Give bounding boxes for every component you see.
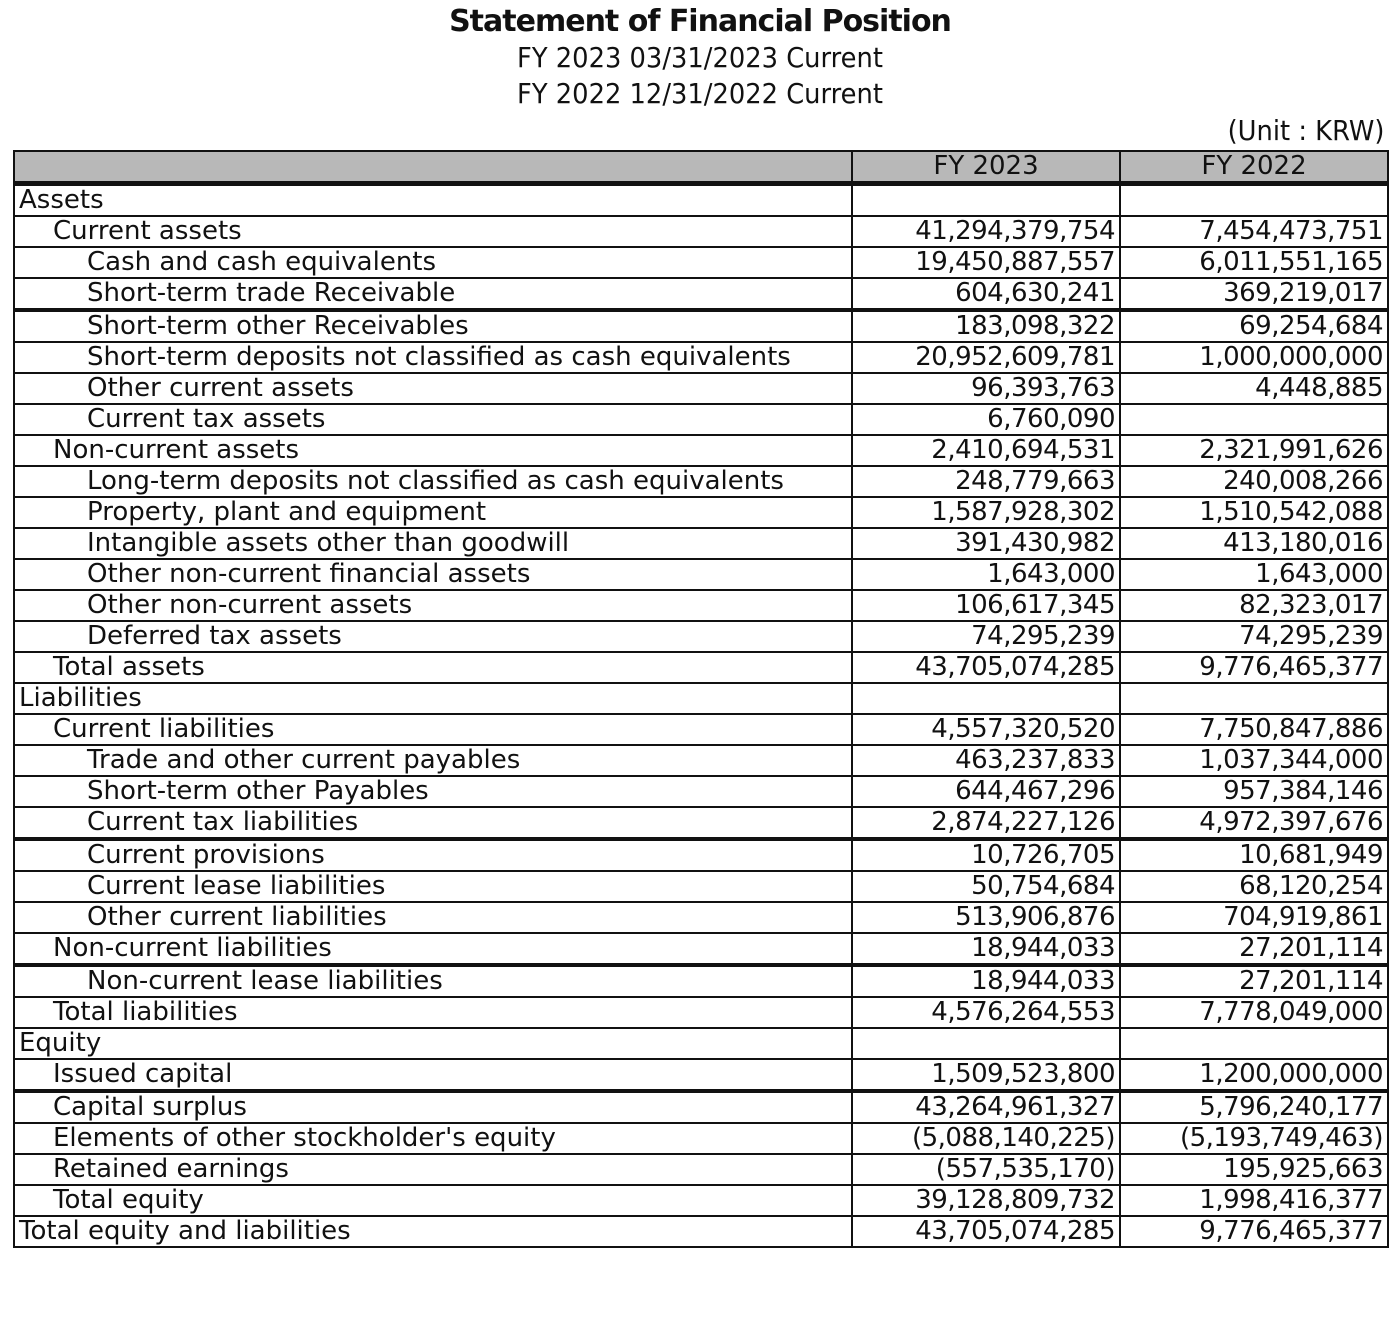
- fy2022-value: 82,323,017: [1120, 590, 1388, 621]
- fy2023-value: 10,726,705: [852, 839, 1120, 871]
- line-item-label: Current liabilities: [14, 714, 852, 745]
- table-row: [14, 373, 1388, 404]
- fy2022-value: 240,008,266: [1120, 466, 1388, 497]
- table-row: [14, 683, 1388, 714]
- table-row: [14, 1154, 1388, 1185]
- fy2023-value: 1,643,000: [852, 559, 1120, 590]
- line-item-label: Long-term deposits not classified as cash equivalents: [14, 466, 852, 497]
- table-header-row: [14, 151, 1388, 184]
- fy2023-value: 4,557,320,520: [852, 714, 1120, 745]
- line-item-label: Property, plant and equipment: [14, 497, 852, 528]
- fy2022-value: 2,321,991,626: [1120, 435, 1388, 466]
- line-item-label: Total assets: [14, 652, 852, 683]
- line-item-label: Deferred tax assets: [14, 621, 852, 652]
- fy2022-value: [1120, 1028, 1388, 1059]
- fy2023-value: (557,535,170): [852, 1154, 1120, 1185]
- fy2023-value: 463,237,833: [852, 745, 1120, 776]
- table-row: [14, 871, 1388, 902]
- fy2022-value: 369,219,017: [1120, 278, 1388, 310]
- fy2022-value: 1,643,000: [1120, 559, 1388, 590]
- line-item-label: Non-current lease liabilities: [14, 965, 852, 997]
- table-body: [14, 184, 1388, 1248]
- fy2023-value: 20,952,609,781: [852, 342, 1120, 373]
- fy2023-value: 50,754,684: [852, 871, 1120, 902]
- line-item-label: Other non-current assets: [14, 590, 852, 621]
- fy2023-value: [852, 1028, 1120, 1059]
- period-line-fy2022: FY 2022 12/31/2022 Current: [517, 77, 883, 110]
- table-row: [14, 621, 1388, 652]
- fy2022-value: 195,925,663: [1120, 1154, 1388, 1185]
- table-row: [14, 839, 1388, 871]
- fy2023-value: 644,467,296: [852, 776, 1120, 807]
- fy2022-value: 7,750,847,886: [1120, 714, 1388, 745]
- fy2023-value: 43,705,074,285: [852, 652, 1120, 683]
- line-item-label: Current lease liabilities: [14, 871, 852, 902]
- line-item-label: Current tax assets: [14, 404, 852, 435]
- period-line-fy2023: FY 2023 03/31/2023 Current: [517, 41, 883, 74]
- fy2022-value: 957,384,146: [1120, 776, 1388, 807]
- fy2023-value: 18,944,033: [852, 933, 1120, 965]
- fy2023-value: 74,295,239: [852, 621, 1120, 652]
- line-item-label: Non-current assets: [14, 435, 852, 466]
- line-item-label: Total liabilities: [14, 997, 852, 1028]
- fy2022-value: 4,448,885: [1120, 373, 1388, 404]
- fy2023-value: 183,098,322: [852, 310, 1120, 342]
- financial-position-table: [13, 150, 1389, 1248]
- line-item-label: Assets: [14, 184, 852, 217]
- line-item-label: Short-term other Payables: [14, 776, 852, 807]
- table-row: [14, 714, 1388, 745]
- column-header-fy2022: FY 2022: [1120, 151, 1388, 184]
- line-item-label: Current provisions: [14, 839, 852, 871]
- table-row: [14, 902, 1388, 933]
- table-row: [14, 247, 1388, 278]
- line-item-label: Short-term deposits not classified as cash equivalents: [14, 342, 852, 373]
- fy2022-value: 4,972,397,676: [1120, 807, 1388, 839]
- fy2023-value: 248,779,663: [852, 466, 1120, 497]
- line-item-label: Other current liabilities: [14, 902, 852, 933]
- table-row: [14, 559, 1388, 590]
- fy2022-value: [1120, 184, 1388, 217]
- line-item-label: Trade and other current payables: [14, 745, 852, 776]
- fy2022-value: 1,998,416,377: [1120, 1185, 1388, 1216]
- table-row: [14, 1216, 1388, 1247]
- line-item-label: Other non-current financial assets: [14, 559, 852, 590]
- table-row: [14, 184, 1388, 217]
- table-row: [14, 466, 1388, 497]
- fy2022-value: 413,180,016: [1120, 528, 1388, 559]
- fy2023-value: 2,874,227,126: [852, 807, 1120, 839]
- table-row: [14, 497, 1388, 528]
- line-item-label: Current assets: [14, 216, 852, 247]
- line-item-label: Current tax liabilities: [14, 807, 852, 839]
- line-item-label: Short-term trade Receivable: [14, 278, 852, 310]
- fy2023-value: 391,430,982: [852, 528, 1120, 559]
- fy2023-value: 19,450,887,557: [852, 247, 1120, 278]
- fy2022-value: 704,919,861: [1120, 902, 1388, 933]
- line-item-label: Equity: [14, 1028, 852, 1059]
- fy2022-value: 9,776,465,377: [1120, 652, 1388, 683]
- table-row: [14, 997, 1388, 1028]
- table-row: [14, 435, 1388, 466]
- fy2022-value: 27,201,114: [1120, 965, 1388, 997]
- fy2022-value: 6,011,551,165: [1120, 247, 1388, 278]
- fy2023-value: (5,088,140,225): [852, 1123, 1120, 1154]
- fy2022-value: 7,778,049,000: [1120, 997, 1388, 1028]
- table-row: [14, 342, 1388, 373]
- fy2023-value: 604,630,241: [852, 278, 1120, 310]
- line-item-label: Liabilities: [14, 683, 852, 714]
- fy2022-value: 68,120,254: [1120, 871, 1388, 902]
- line-item-label: Retained earnings: [14, 1154, 852, 1185]
- fy2023-value: 106,617,345: [852, 590, 1120, 621]
- fy2022-value: [1120, 404, 1388, 435]
- fy2022-value: 74,295,239: [1120, 621, 1388, 652]
- line-item-label: Cash and cash equivalents: [14, 247, 852, 278]
- fy2022-value: 5,796,240,177: [1120, 1091, 1388, 1123]
- fy2022-value: 1,200,000,000: [1120, 1059, 1388, 1091]
- fy2022-value: 69,254,684: [1120, 310, 1388, 342]
- fy2023-value: 96,393,763: [852, 373, 1120, 404]
- fy2023-value: 43,705,074,285: [852, 1216, 1120, 1247]
- line-item-label: Issued capital: [14, 1059, 852, 1091]
- line-item-label: Elements of other stockholder's equity: [14, 1123, 852, 1154]
- fy2023-value: [852, 683, 1120, 714]
- unit-label: (Unit : KRW): [1227, 114, 1384, 147]
- fy2022-value: 27,201,114: [1120, 933, 1388, 965]
- line-item-label: Short-term other Receivables: [14, 310, 852, 342]
- fy2023-value: 43,264,961,327: [852, 1091, 1120, 1123]
- table-row: [14, 1123, 1388, 1154]
- table-row: [14, 965, 1388, 997]
- line-item-label: Non-current liabilities: [14, 933, 852, 965]
- table-row: [14, 310, 1388, 342]
- table-row: [14, 652, 1388, 683]
- table-row: [14, 807, 1388, 839]
- header-label-cell: [14, 151, 852, 184]
- fy2023-value: 2,410,694,531: [852, 435, 1120, 466]
- table-row: [14, 1185, 1388, 1216]
- column-header-fy2023: FY 2023: [852, 151, 1120, 184]
- line-item-label: Total equity and liabilities: [14, 1216, 852, 1247]
- table-row: [14, 1028, 1388, 1059]
- fy2022-value: (5,193,749,463): [1120, 1123, 1388, 1154]
- line-item-label: Intangible assets other than goodwill: [14, 528, 852, 559]
- fy2022-value: 1,037,344,000: [1120, 745, 1388, 776]
- table-row: [14, 1059, 1388, 1091]
- fy2023-value: 4,576,264,553: [852, 997, 1120, 1028]
- fy2022-value: 10,681,949: [1120, 839, 1388, 871]
- table-row: [14, 776, 1388, 807]
- line-item-label: Other current assets: [14, 373, 852, 404]
- table-row: [14, 278, 1388, 310]
- fy2023-value: 6,760,090: [852, 404, 1120, 435]
- fy2022-value: 9,776,465,377: [1120, 1216, 1388, 1247]
- fy2023-value: 1,509,523,800: [852, 1059, 1120, 1091]
- table-row: [14, 933, 1388, 965]
- table-row: [14, 528, 1388, 559]
- table-row: [14, 1091, 1388, 1123]
- table-row: [14, 404, 1388, 435]
- fy2023-value: 41,294,379,754: [852, 216, 1120, 247]
- fy2023-value: 18,944,033: [852, 965, 1120, 997]
- fy2023-value: 39,128,809,732: [852, 1185, 1120, 1216]
- line-item-label: Capital surplus: [14, 1091, 852, 1123]
- fy2022-value: 1,510,542,088: [1120, 497, 1388, 528]
- statement-title: Statement of Financial Position: [449, 4, 951, 39]
- line-item-label: Total equity: [14, 1185, 852, 1216]
- table-row: [14, 745, 1388, 776]
- fy2023-value: 1,587,928,302: [852, 497, 1120, 528]
- fy2022-value: 7,454,473,751: [1120, 216, 1388, 247]
- fy2023-value: 513,906,876: [852, 902, 1120, 933]
- table-row: [14, 590, 1388, 621]
- fy2022-value: 1,000,000,000: [1120, 342, 1388, 373]
- fy2023-value: [852, 184, 1120, 217]
- table-row: [14, 216, 1388, 247]
- fy2022-value: [1120, 683, 1388, 714]
